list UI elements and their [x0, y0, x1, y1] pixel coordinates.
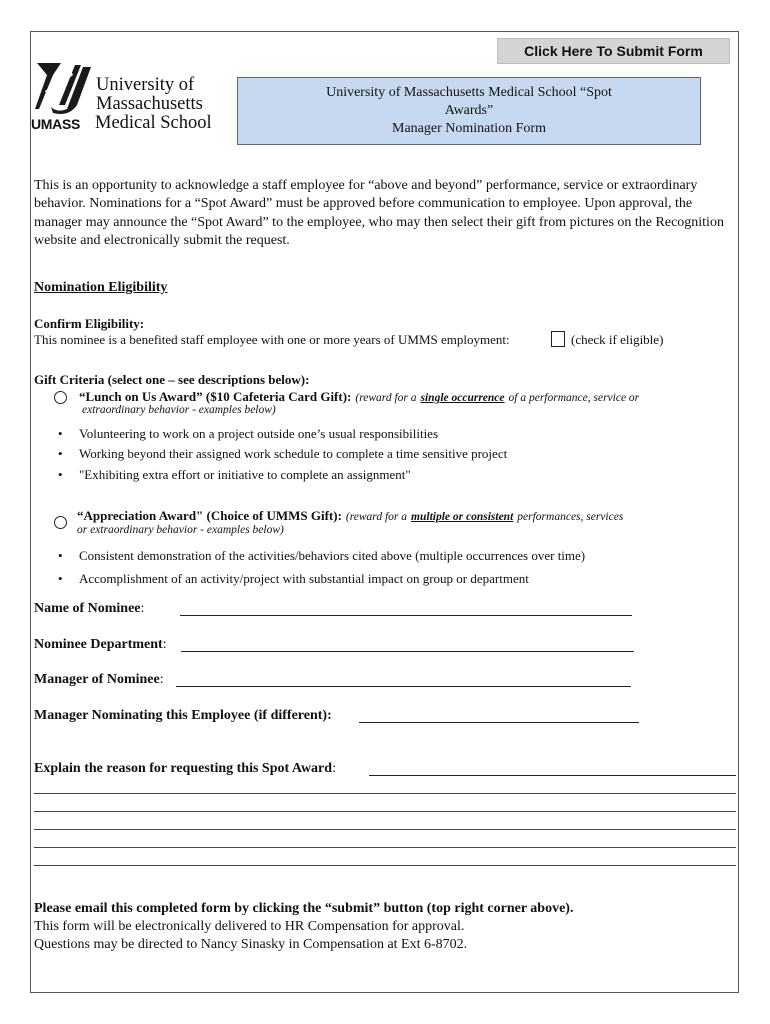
- logo-line: Massachusetts: [96, 94, 203, 114]
- footer-instructions: [34, 900, 573, 954]
- appreciation-award-desc-post: performances, services: [517, 511, 624, 523]
- label-colon: :: [162, 637, 167, 652]
- label-colon: :: [332, 761, 336, 776]
- appreciation-example: Accomplishment of an activity/project with substantial impact on group or department: [79, 571, 529, 586]
- reason-input-line[interactable]: [34, 847, 736, 848]
- label-colon: :: [159, 672, 164, 687]
- appreciation-award-radio[interactable]: [54, 516, 67, 529]
- form-title-box: [237, 77, 701, 145]
- nominee-name-label: [34, 601, 144, 617]
- appreciation-award-desc-pre: (reward for a: [345, 511, 408, 523]
- lunch-award-desc-line2: extraordinary behavior - examples below): [82, 404, 276, 416]
- nominee-name-label-text: Name of Nominee: [34, 601, 141, 616]
- appreciation-award-option: [77, 507, 623, 525]
- nominee-department-label: [34, 637, 167, 653]
- eligibility-checkbox[interactable]: [551, 331, 565, 347]
- manager-of-nominee-input[interactable]: [176, 686, 631, 687]
- appreciation-award-desc-emph: multiple or consistent: [411, 511, 514, 523]
- reason-input-line[interactable]: [34, 793, 736, 794]
- footer-line-3: Questions may be directed to Nancy Sinasky in Compensation at Ext 6-8702.: [34, 937, 468, 952]
- footer-line-2: This form will be electronically delivered to HR Compensation for approval.: [34, 919, 465, 934]
- lunch-award-title: “Lunch on Us Award” ($10 Cafeteria Card Gift):: [79, 389, 352, 404]
- footer-line-1: Please email this completed form by clicking the “submit” button (top right corner above).: [34, 901, 574, 916]
- appreciation-award-title: “Appreciation Award" (Choice of UMMS Gift):: [77, 508, 342, 523]
- lunch-award-desc-pre: (reward for a: [355, 392, 417, 404]
- reason-input-line[interactable]: [34, 829, 736, 830]
- nominee-name-input[interactable]: [180, 615, 632, 616]
- reason-input-line[interactable]: [34, 865, 736, 866]
- appreciation-example: Consistent demonstration of the activities/behaviors cited above (multiple occurrences over time): [79, 548, 586, 563]
- logo-university-name: [96, 76, 203, 114]
- submit-form-button[interactable]: Click Here To Submit Form: [497, 38, 730, 64]
- intro-paragraph: This is an opportunity to acknowledge a staff employee for “above and beyond” performance, service or extraordinary behavior. Nominations for a “Spot Award” must be approved before communication to employee. Upon approval, the manager may announce the “Spot Award” to the employee, who may then select their gift from pictures on the Recognition website and electronically submit the request.: [34, 178, 724, 249]
- logo-brand: UMASS: [31, 116, 81, 132]
- lunch-example: Working beyond their assigned work schedule to complete a time sensitive project: [79, 446, 508, 461]
- eligibility-statement: This nominee is a benefited staff employee with one or more years of UMMS employment:: [34, 332, 510, 347]
- eligibility-heading: Nomination Eligibility: [34, 280, 168, 295]
- label-colon: :: [140, 601, 145, 616]
- lunch-award-desc-emph: single occurrence: [420, 392, 505, 404]
- gift-criteria-heading: Gift Criteria (select one – see descriptions below):: [34, 372, 310, 387]
- nominating-manager-input[interactable]: [359, 722, 639, 723]
- lunch-award-radio[interactable]: [54, 391, 67, 404]
- nominee-department-label-text: Nominee Department: [34, 637, 163, 652]
- lunch-award-desc-post: of a performance, service or: [508, 392, 640, 404]
- reason-label: [34, 761, 336, 777]
- nominating-manager-label: Manager Nominating this Employee (if different):: [34, 708, 332, 723]
- logo-school: Medical School: [95, 113, 212, 133]
- nominee-department-input[interactable]: [181, 651, 634, 652]
- lunch-example: Volunteering to work on a project outside one’s usual responsibilities: [79, 426, 439, 441]
- umass-logo-mark-icon: [31, 61, 95, 117]
- confirm-eligibility-label: Confirm Eligibility:: [34, 316, 145, 331]
- manager-of-nominee-label-text: Manager of Nominee: [34, 672, 160, 687]
- logo-line: University of: [96, 75, 195, 95]
- reason-input-line[interactable]: [369, 775, 736, 776]
- form-subtitle: Manager Nomination Form: [392, 121, 546, 136]
- reason-input-line[interactable]: [34, 811, 736, 812]
- manager-of-nominee-label: [34, 672, 164, 688]
- eligibility-check-note: (check if eligible): [571, 332, 664, 347]
- form-title: University of Massachusetts Medical School “Spot Awards”: [326, 85, 612, 118]
- lunch-example: "Exhibiting extra effort or initiative to complete an assignment": [79, 467, 411, 482]
- reason-label-text: Explain the reason for requesting this Spot Award: [34, 761, 333, 776]
- appreciation-award-desc-line2: or extraordinary behavior - examples below): [77, 524, 284, 536]
